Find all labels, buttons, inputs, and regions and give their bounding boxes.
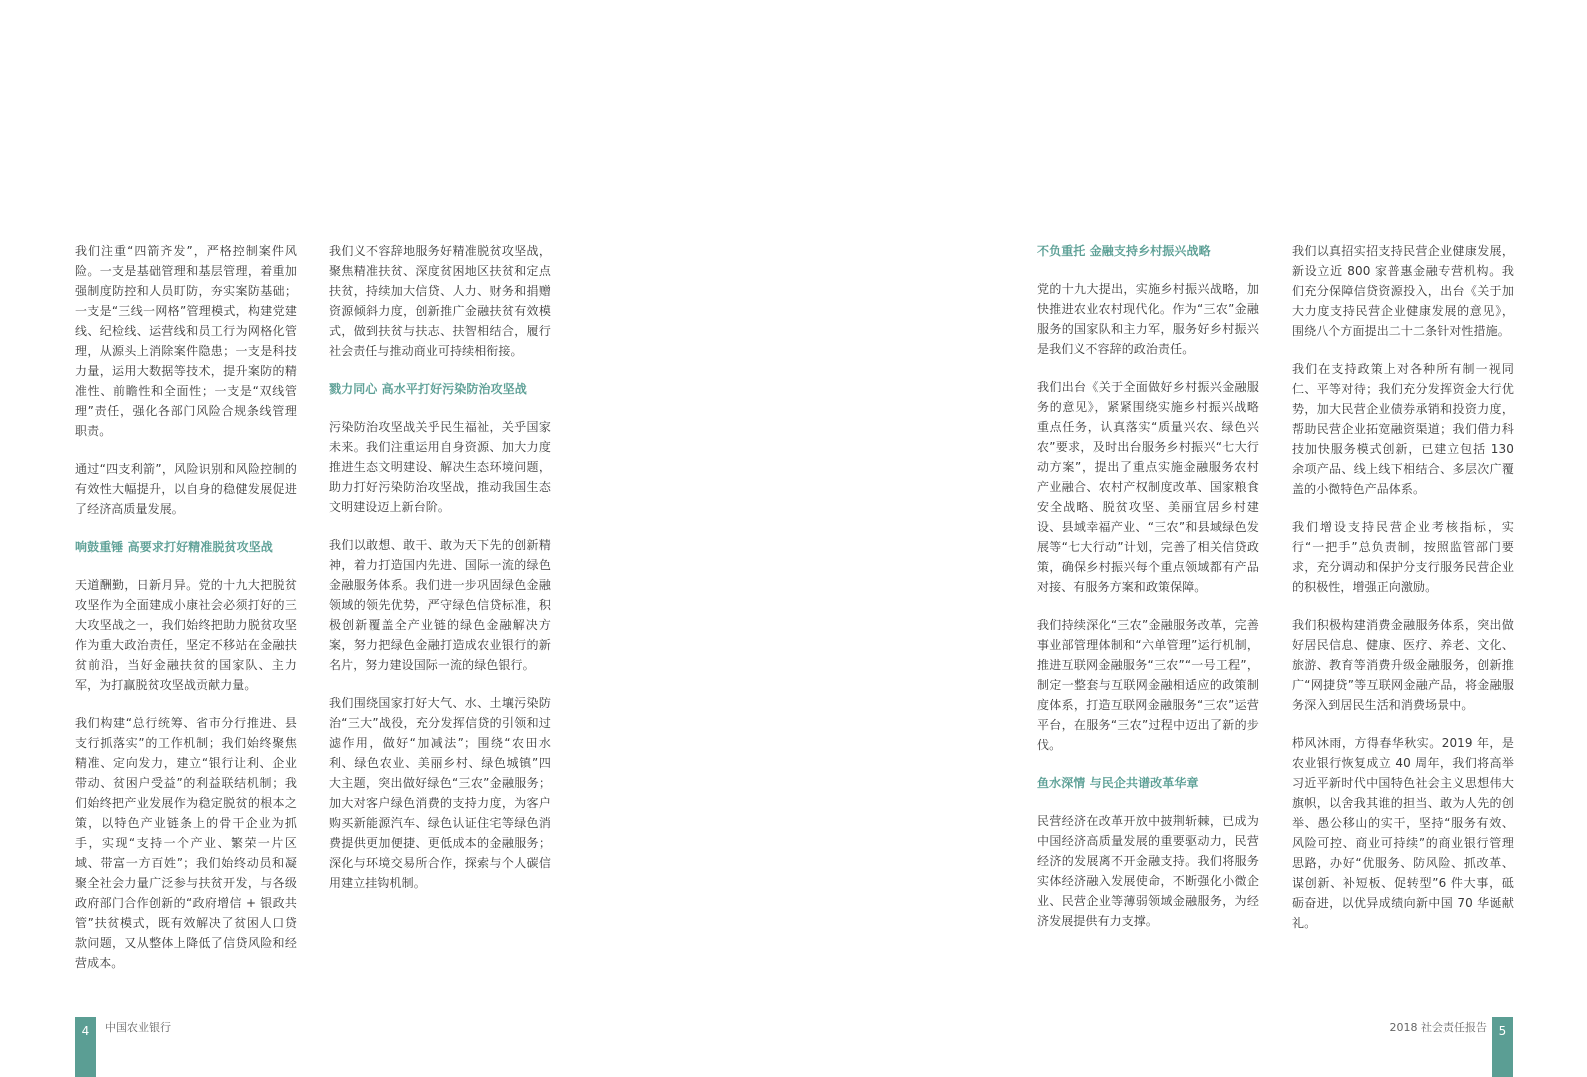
paragraph: 民营经济在改革开放中披荆斩棘，已成为中国经济高质量发展的重要驱动力，民营经济的发展离不开金融支持。我们将服务实体经济融入发展使命，不断强化小微企业、民营企业等薄弱领域金融服务，为经济发展提供有力支撑。: [1037, 814, 1259, 928]
paragraph: 我们在支持政策上对各种所有制一视同仁、平等对待；我们充分发挥资金大行优势，加大民营企业债券承销和投资力度，帮助民营企业拓宽融资渠道；我们借力科技加快服务模式创新，已建立包括 130 余项产品、线上线下相结合、多层次广覆盖的小微特色产品体系。: [1292, 362, 1514, 496]
left-column-2: [329, 241, 551, 911]
paragraph: 污染防治攻坚战关乎民生福祉，关乎国家未来。我们注重运用自身资源、加大力度推进生态文明建设、解决生态环境问题，助力打好污染防治攻坚战，推动我国生态文明建设迈上新台阶。: [329, 420, 551, 514]
paragraph: 我们增设支持民营企业考核指标，实行“一把手”总负责制，按照监管部门要求，充分调动和保护分支行服务民营企业的积极性，增强正向激励。: [1292, 520, 1514, 594]
section-heading: 戮力同心 高水平打好污染防治攻坚战: [329, 382, 527, 396]
section-heading: 响鼓重锤 高要求打好精准脱贫攻坚战: [75, 540, 273, 554]
paragraph: 我们构建“总行统筹、省市分行推进、县支行抓落实”的工作机制；我们始终聚焦精准、定向发力，建立“银行让利、企业带动、贫困户受益”的利益联结机制；我们始终把产业发展作为稳定脱贫的根本之策，以特色产业链条上的骨干企业为抓手，实现“支持一个产业、繁荣一片区域、带富一方百姓”；我们始终动员和凝聚全社会力量广泛参与扶贫开发，与各级政府部门合作创新的“政府增信 + 银政共管”扶贫模式，既有效解决了贫困人口贷款问题，又从整体上降低了信贷风险和经营成本。: [75, 716, 297, 970]
paragraph: 我们持续深化“三农”金融服务改革，完善事业部管理体制和“六单管理”运行机制，推进互联网金融服务“三农”“一号工程”，制定一整套与互联网金融相适应的政策制度体系，打造互联网金融服务“三农”运营平台，在服务“三农”过程中迈出了新的步伐。: [1037, 618, 1259, 752]
left-footer-title: 中国农业银行: [105, 1021, 171, 1034]
right-page-marker: [1492, 1017, 1513, 1077]
right-footer-title: 2018 社会责任报告: [1389, 1021, 1487, 1034]
right-page-number: 5: [1498, 1024, 1507, 1038]
paragraph: 通过“四支利箭”，风险识别和风险控制的有效性大幅提升，以自身的稳健发展促进了经济高质量发展。: [75, 462, 297, 516]
left-page-number: 4: [81, 1024, 90, 1038]
paragraph: 栉风沐雨，方得春华秋实。2019 年，是农业银行恢复成立 40 周年，我们将高举习近平新时代中国特色社会主义思想伟大旗帜，以舍我其谁的担当、敢为人先的创举、愚公移山的实干，坚持“服务有效、风险可控、商业可持续”的商业银行管理思路，办好“优服务、防风险、抓改革、谋创新、补短板、促转型”6 件大事，砥砺奋进，以优异成绩向新中国 70 华诞献礼。: [1292, 736, 1514, 930]
paragraph: 我们以敢想、敢干、敢为天下先的创新精神，着力打造国内先进、国际一流的绿色金融服务体系。我们进一步巩固绿色金融领域的领先优势，严守绿色信贷标准，积极创新覆盖全产业链的绿色金融解决方案，努力把绿色金融打造成农业银行的新名片，努力建设国际一流的绿色银行。: [329, 538, 551, 672]
left-page-marker: [75, 1017, 96, 1077]
section-heading: 不负重托 金融支持乡村振兴战略: [1037, 244, 1211, 258]
paragraph: 我们出台《关于全面做好乡村振兴金融服务的意见》，紧紧围绕实施乡村振兴战略重点任务，认真落实“质量兴农、绿色兴农”要求，及时出台服务乡村振兴“七大行动方案”，提出了重点实施金融服务农村产业融合、农村产权制度改革、国家粮食安全战略、脱贫攻坚、美丽宜居乡村建设、县域幸福产业、“三农”和县域绿色发展等“七大行动”计划，完善了相关信贷政策，确保乡村振兴每个重点领域都有产品对接、有服务方案和政策保障。: [1037, 380, 1259, 594]
section-heading: 鱼水深情 与民企共谱改革华章: [1037, 776, 1199, 790]
paragraph: 党的十九大提出，实施乡村振兴战略，加快推进农业农村现代化。作为“三农”金融服务的国家队和主力军，服务好乡村振兴是我们义不容辞的政治责任。: [1037, 282, 1259, 356]
paragraph: 我们以真招实招支持民营企业健康发展，新设立近 800 家普惠金融专营机构。我们充分保障信贷资源投入，出台《关于加大力度支持民营企业健康发展的意见》，围绕八个方面提出二十二条针对性措施。: [1292, 244, 1514, 338]
paragraph: 我们注重“四箭齐发”，严格控制案件风险。一支是基础管理和基层管理，着重加强制度防控和人员盯防，夯实案防基础；一支是“三线一网格”管理模式，构建党建线、纪检线、运营线和员工行为网格化管理，从源头上消除案件隐患；一支是科技力量，运用大数据等技术，提升案防的精准性、前瞻性和全面性；一支是“双线管理”责任，强化各部门风险合规条线管理职责。: [75, 244, 297, 438]
paragraph: 我们积极构建消费金融服务体系，突出做好居民信息、健康、医疗、养老、文化、旅游、教育等消费升级金融服务，创新推广“网捷贷”等互联网金融产品，将金融服务深入到居民生活和消费场景中。: [1292, 618, 1514, 712]
right-column-2: [1292, 241, 1514, 951]
paragraph: 我们义不容辞地服务好精准脱贫攻坚战，聚焦精准扶贫、深度贫困地区扶贫和定点扶贫，持续加大信贷、人力、财务和捐赠资源倾斜力度，创新推广金融扶贫有效模式，做到扶贫与扶志、扶智相结合，履行社会责任与推动商业可持续相衔接。: [329, 244, 551, 358]
left-column-1: [75, 241, 297, 991]
right-column-1: [1037, 241, 1259, 949]
paragraph: 天道酬勤，日新月异。党的十九大把脱贫攻坚作为全面建成小康社会必须打好的三大攻坚战之一，我们始终把助力脱贫攻坚作为重大政治责任，坚定不移站在金融扶贫前沿，当好金融扶贫的国家队、主力军，为打赢脱贫攻坚战贡献力量。: [75, 578, 297, 692]
paragraph: 我们围绕国家打好大气、水、土壤污染防治“三大”战役，充分发挥信贷的引领和过滤作用，做好“加减法”；围绕“农田水利、绿色农业、美丽乡村、绿色城镇”四大主题，突出做好绿色“三农”金融服务；加大对客户绿色消费的支持力度，为客户购买新能源汽车、绿色认证住宅等绿色消费提供更加便捷、更低成本的金融服务；深化与环境交易所合作，探索与个人碳信用建立挂钩机制。: [329, 696, 551, 890]
